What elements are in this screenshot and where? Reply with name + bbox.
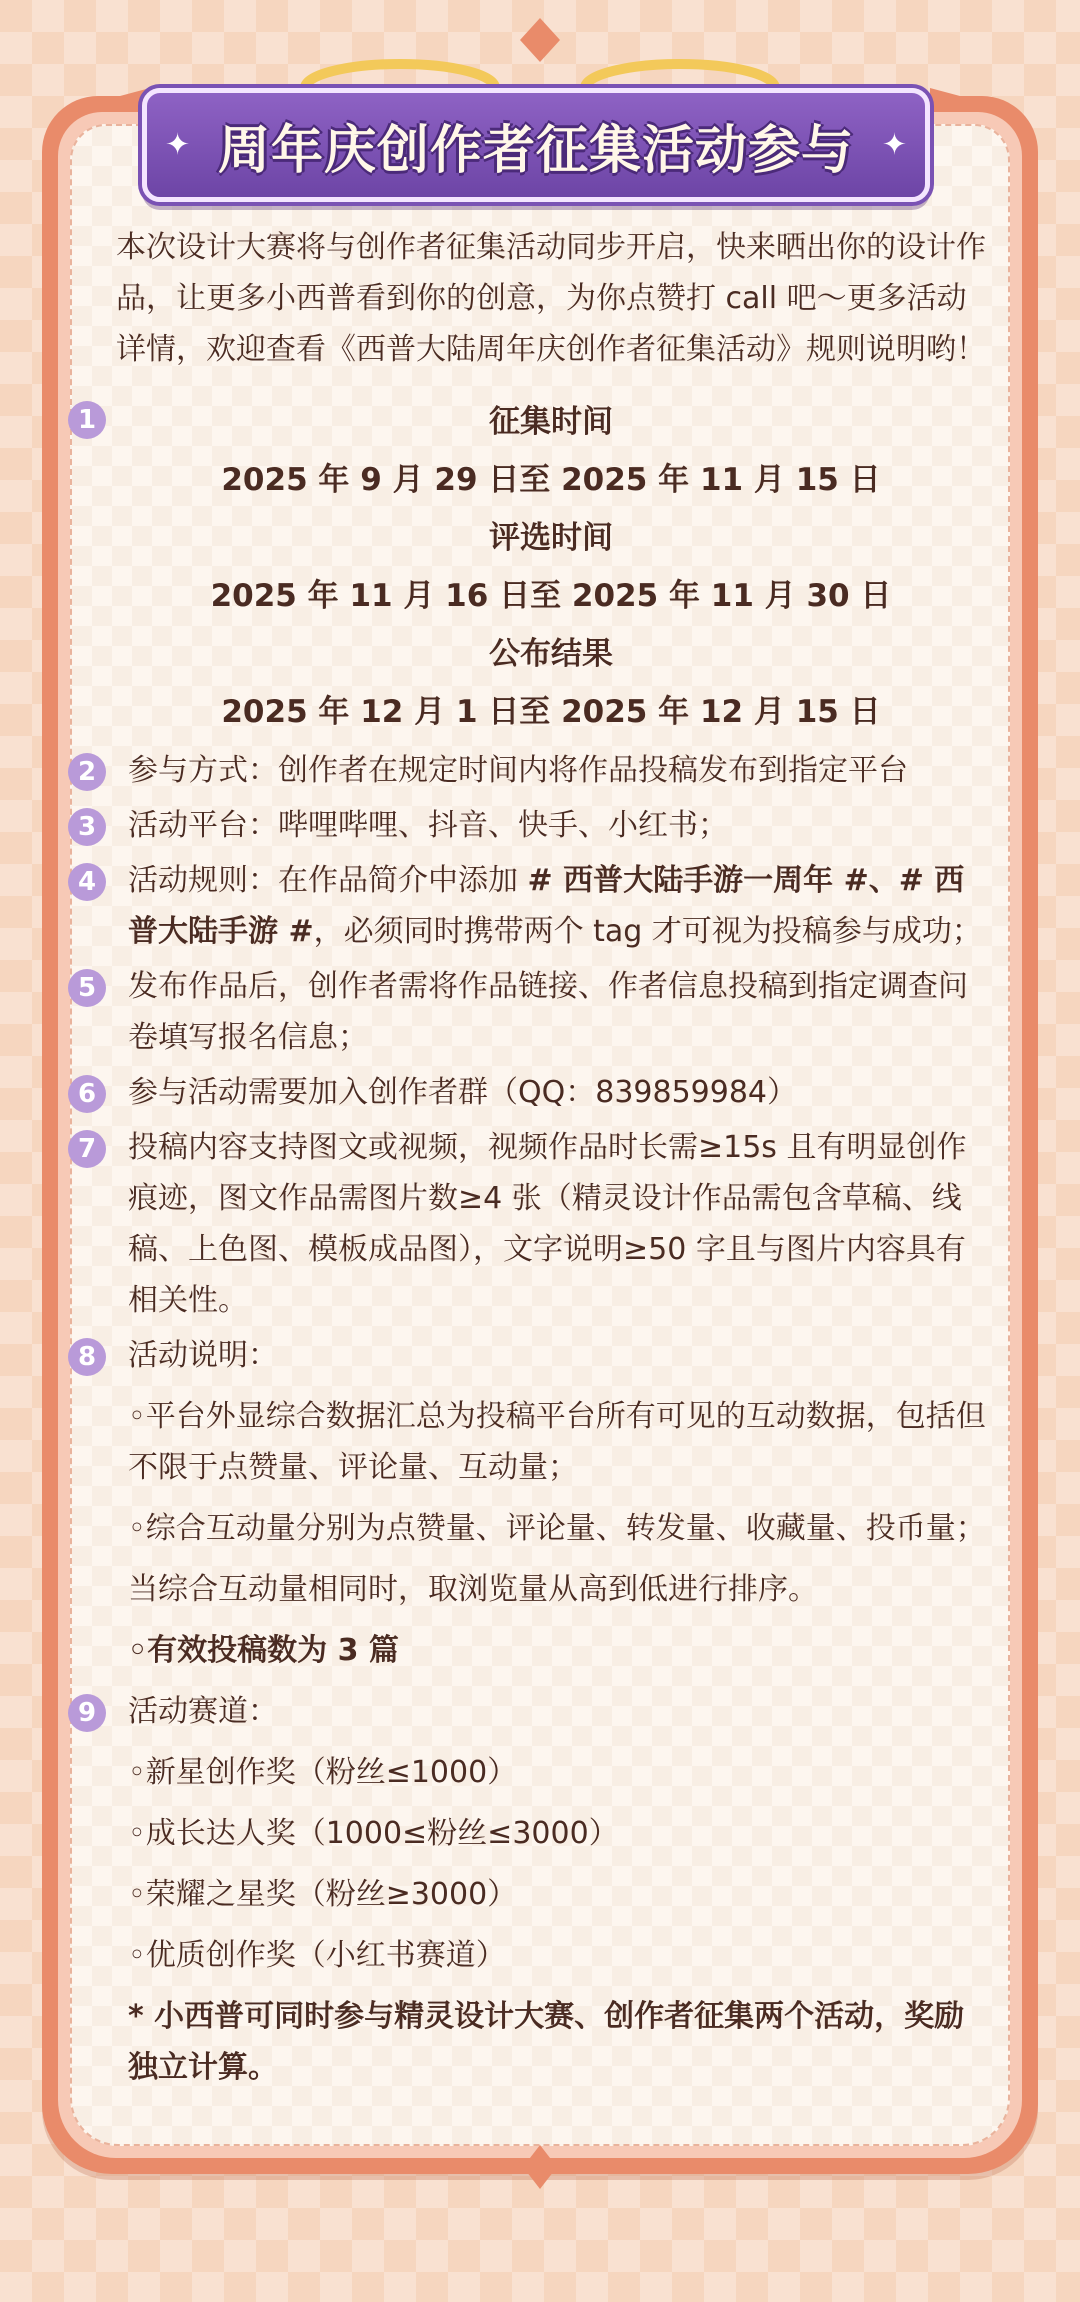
rules-content	[77, 222, 986, 2097]
number-badge: 2	[68, 753, 106, 791]
number-badge: 3	[68, 808, 106, 846]
item-text: 投稿内容支持图文或视频，视频作品时长需≥15s 且有明显创作痕迹，图文作品需图片数≥4 张（精灵设计作品需包含草稿、线稿、上色图、模板成品图），文字说明≥50 字且与图片内容具有相关性。	[128, 1130, 967, 1318]
number-badge: 5	[68, 969, 106, 1007]
item-text: 参与方式：创作者在规定时间内将作品投稿发布到指定平台	[128, 753, 908, 788]
number-badge: 9	[68, 1694, 106, 1732]
page-title: 周年庆创作者征集活动参与	[217, 119, 854, 181]
sub-item: ◦优质创作奖（小红书赛道）	[128, 1938, 506, 1973]
sub-item: ◦荣耀之星奖（粉丝≥3000）	[128, 1877, 518, 1912]
number-badge: 1	[68, 401, 106, 439]
item-text: 活动赛道：	[128, 1694, 278, 1729]
list-item-6	[77, 1067, 986, 1118]
number-badge: 6	[68, 1075, 106, 1113]
item-text: 活动平台：哔哩哔哩、抖音、快手、小红书；	[128, 808, 728, 843]
number-badge: 8	[68, 1338, 106, 1376]
list-item-5	[77, 961, 986, 1063]
list-item-1	[77, 393, 986, 741]
sub-item-bold: ◦有效投稿数为 3 篇	[128, 1633, 399, 1668]
collect-time-label: 征集时间	[489, 404, 613, 440]
sub-item: ◦新星创作奖（粉丝≤1000）	[128, 1755, 518, 1790]
sub-item: ◦平台外显综合数据汇总为投稿平台所有可见的互动数据，包括但不限于点赞量、评论量、互动量；	[128, 1399, 986, 1485]
item-text: 参与活动需要加入创作者群（QQ：839859984）	[128, 1075, 798, 1110]
number-badge: 4	[68, 863, 106, 901]
sparkle-icon: ✦	[165, 127, 191, 163]
list-item-2	[77, 745, 986, 796]
sub-item: ◦综合互动量分别为点赞量、评论量、转发量、收藏量、投币量；	[128, 1511, 986, 1546]
result-time-value: 2025 年 12 月 1 日至 2025 年 12 月 15 日	[221, 694, 881, 730]
list-item-3	[77, 800, 986, 851]
list-item-7	[77, 1122, 986, 1326]
title-banner	[142, 88, 930, 202]
sparkle-icon: ✦	[881, 127, 907, 163]
number-badge: 7	[68, 1130, 106, 1168]
required-tags: # 西普大陆手游一周年 #、# 西普大陆手游 #	[128, 863, 965, 949]
list-item-9	[77, 1686, 986, 1981]
result-time-label: 公布结果	[489, 636, 613, 672]
footnote: * 小西普可同时参与精灵设计大赛、创作者征集两个活动，奖励独立计算。	[128, 1999, 965, 2085]
intro-paragraph: 本次设计大赛将与创作者征集活动同步开启，快来晒出你的设计作品，让更多小西普看到你的创意，为你点赞打 call 吧～更多活动详情，欢迎查看《西普大陆周年庆创作者征集活动》规则说明哟！	[116, 230, 986, 367]
review-time-label: 评选时间	[489, 520, 613, 556]
review-time-value: 2025 年 11 月 16 日至 2025 年 11 月 30 日	[210, 578, 892, 614]
diamond-decoration	[523, 2145, 557, 2189]
list-item-8	[77, 1330, 986, 1676]
item-text: 活动说明：	[128, 1338, 278, 1373]
item-text-rest: ，必须同时携带两个 tag 才可视为投稿参与成功；	[313, 914, 982, 949]
sub-item: 当综合互动量相同时，取浏览量从高到低进行排序。	[128, 1572, 818, 1607]
item-text: 发布作品后，创作者需将作品链接、作者信息投稿到指定调查问卷填写报名信息；	[128, 969, 968, 1055]
collect-time-value: 2025 年 9 月 29 日至 2025 年 11 月 15 日	[221, 462, 881, 498]
list-item-4	[77, 855, 986, 957]
item-text: 活动规则：在作品简介中添加	[128, 863, 528, 898]
sub-item: ◦成长达人奖（1000≤粉丝≤3000）	[128, 1816, 619, 1851]
